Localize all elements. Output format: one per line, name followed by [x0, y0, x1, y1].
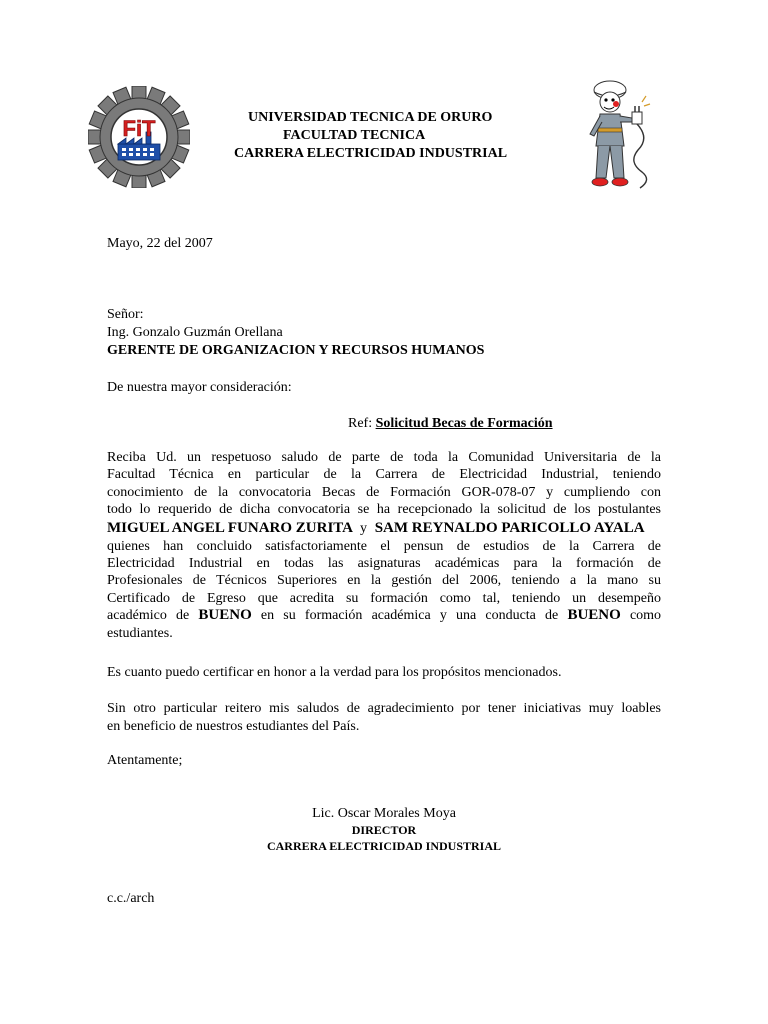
body-line: quienes han concluido satisfactoriamente el pensun de estudios de la Carrera de [107, 538, 661, 554]
closing-line: Sin otro particular reitero mis saludos de agradecimiento por tener iniciativas muy loables [107, 701, 661, 716]
faculty-name: FACULTAD TECNICA [283, 128, 426, 143]
recipient-name: Ing. Gonzalo Guzmán Orellana [107, 325, 283, 340]
reference-line [348, 415, 553, 433]
greeting: De nuestra mayor consideración: [107, 380, 292, 395]
body-line-performance [107, 607, 661, 624]
student-connector: y [359, 520, 367, 536]
closing-line: en beneficio de nuestros estudiantes del País. [107, 719, 360, 734]
perf-text: como [629, 608, 662, 624]
body-line: conocimiento de la convocatoria Becas de Formación GOR-078-07 y cumpliendo con [107, 484, 661, 500]
body-line: estudiantes. [107, 625, 173, 641]
signer-department: CARRERA ELECTRICIDAD INDUSTRIAL [266, 839, 502, 853]
body-line: Profesionales de Técnicos Superiores en la gestión del 2006, teniendo a la mano su [107, 573, 661, 589]
closing-paragraph [107, 700, 661, 736]
grade: BUENO [567, 607, 621, 624]
grade: BUENO [198, 607, 252, 624]
career-name: CARRERA ELECTRICIDAD INDUSTRIAL [234, 146, 508, 161]
body-line: Certificado de Egreso que acredita su formación como tal, teniendo un desempeño [107, 590, 661, 606]
student-names [107, 519, 661, 538]
signer-name: Lic. Oscar Morales Moya [312, 806, 456, 821]
perf-text: en su formación académica y una conducta de [260, 608, 559, 624]
reference-subject: Solicitud Becas de Formación [375, 416, 553, 431]
logo-letters: FiT [122, 116, 156, 141]
perf-text: académico de [107, 608, 190, 624]
signer-role: DIRECTOR [351, 823, 417, 837]
body-line: todo lo requerido de dicha convocatoria se ha recepcionado la solicitud de los postulantes [107, 502, 661, 518]
body-line: Electricidad Industrial en todas las asignaturas académicas para la formación de [107, 556, 661, 572]
recipient-title: GERENTE DE ORGANIZACION Y RECURSOS HUMANOS [107, 343, 485, 358]
body-line: Facultad Técnica en particular de la Carrera de Electricidad Industrial, teniendo [107, 467, 661, 483]
carbon-copy: c.c./arch [107, 891, 155, 906]
electrician-mascot-icon [580, 76, 664, 196]
sign-off: Atentamente; [107, 753, 183, 768]
gear-factory-logo-icon [88, 86, 190, 188]
letter-date: Mayo, 22 del 2007 [107, 236, 213, 251]
reference-label: Ref: [348, 416, 373, 431]
body-line: Reciba Ud. un respetuoso saludo de parte de toda la Comunidad Universitaria de la [107, 450, 661, 465]
closing-statement: Es cuanto puedo certificar en honor a la verdad para los propósitos mencionados. [107, 665, 562, 680]
salutation: Señor: [107, 307, 144, 322]
university-name: UNIVERSIDAD TECNICA DE ORURO [248, 110, 493, 125]
student-name: SAM REYNALDO PARICOLLO AYALA [374, 519, 645, 536]
student-name: MIGUEL ANGEL FUNARO ZURITA [107, 519, 353, 536]
letter-body [107, 449, 661, 642]
